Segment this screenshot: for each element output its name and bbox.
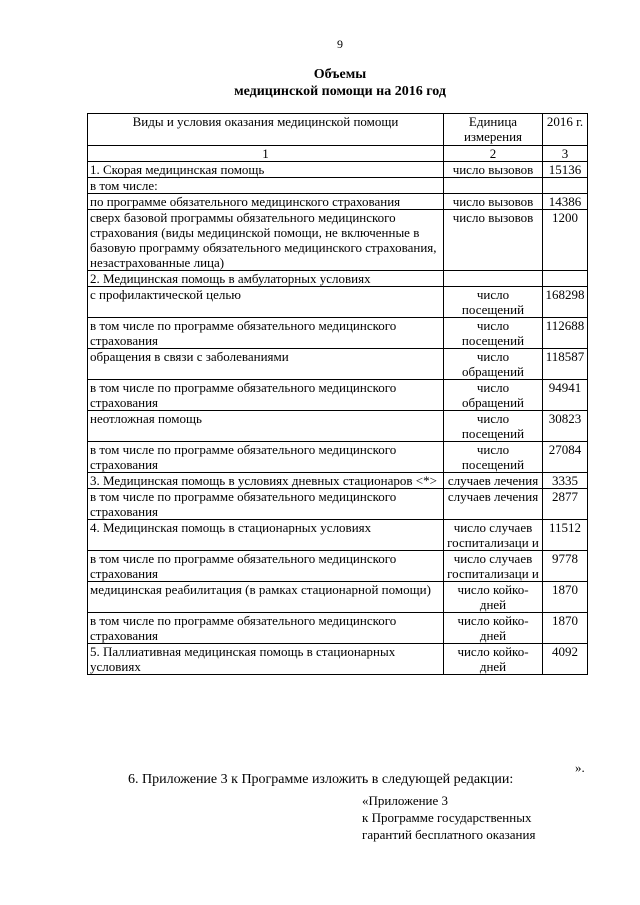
- row-name-cell: в том числе:: [88, 178, 444, 194]
- table-row: [88, 411, 588, 442]
- closing-quote-mark: ».: [575, 760, 585, 775]
- row-unit-cell: [444, 178, 543, 194]
- row-name-cell: обращения в связи с заболеваниями: [88, 349, 444, 380]
- row-value-cell: 3335: [543, 473, 588, 489]
- row-value-cell: 4092: [543, 644, 588, 675]
- row-value-cell: 1870: [543, 582, 588, 613]
- row-value-cell: 14386: [543, 194, 588, 210]
- header-unit: Единица измерения: [444, 114, 543, 146]
- table-row: [88, 489, 588, 520]
- row-name-cell: в том числе по программе обязательного медицинского страхования: [88, 318, 444, 349]
- row-value-cell: 15136: [543, 162, 588, 178]
- row-value-cell: 168298: [543, 287, 588, 318]
- row-name-cell: в том числе по программе обязательного медицинского страхования: [88, 380, 444, 411]
- table-row: [88, 287, 588, 318]
- header-kinds: Виды и условия оказания медицинской помощи: [88, 114, 444, 146]
- row-value-cell: 94941: [543, 380, 588, 411]
- row-value-cell: 30823: [543, 411, 588, 442]
- row-value-cell: 112688: [543, 318, 588, 349]
- row-name-cell: 5. Паллиативная медицинская помощь в стационарных условиях: [88, 644, 444, 675]
- amendment-paragraph: 6. Приложение 3 к Программе изложить в следующей редакции:: [128, 772, 514, 787]
- annex-line-2: к Программе государственных: [362, 810, 532, 825]
- table-row: [88, 318, 588, 349]
- header-year: 2016 г.: [543, 114, 588, 146]
- table-row: [88, 582, 588, 613]
- annex-line-3: гарантий бесплатного оказания: [362, 827, 536, 842]
- row-name-cell: 2. Медицинская помощь в амбулаторных условиях: [88, 271, 444, 287]
- row-name-cell: с профилактической целью: [88, 287, 444, 318]
- table-row: [88, 210, 588, 271]
- table-row: [88, 442, 588, 473]
- column-number: 3: [543, 146, 588, 162]
- table-row: [88, 613, 588, 644]
- row-name-cell: 4. Медицинская помощь в стационарных условиях: [88, 520, 444, 551]
- table-row: [88, 644, 588, 675]
- row-name-cell: в том числе по программе обязательного медицинского страхования: [88, 489, 444, 520]
- row-value-cell: 118587: [543, 349, 588, 380]
- row-unit-cell: число обращений: [444, 380, 543, 411]
- row-value-cell: 11512: [543, 520, 588, 551]
- annex-heading: [362, 792, 535, 843]
- row-unit-cell: число койко-дней: [444, 613, 543, 644]
- row-unit-cell: число случаев госпитализаци и: [444, 551, 543, 582]
- row-unit-cell: число посещений: [444, 411, 543, 442]
- row-name-cell: в том числе по программе обязательного медицинского страхования: [88, 442, 444, 473]
- table-row: [88, 271, 588, 287]
- row-name-cell: в том числе по программе обязательного медицинского страхования: [88, 551, 444, 582]
- table-row: [88, 473, 588, 489]
- row-unit-cell: число посещений: [444, 287, 543, 318]
- row-unit-cell: число вызовов: [444, 210, 543, 271]
- row-unit-cell: число койко-дней: [444, 582, 543, 613]
- table-header-row: [88, 114, 588, 146]
- title-line-2: медицинской помощи на 2016 год: [234, 84, 446, 99]
- row-name-cell: в том числе по программе обязательного медицинского страхования: [88, 613, 444, 644]
- row-unit-cell: число койко-дней: [444, 644, 543, 675]
- row-name-cell: 3. Медицинская помощь в условиях дневных стационаров <*>: [88, 473, 444, 489]
- row-unit-cell: случаев лечения: [444, 473, 543, 489]
- row-unit-cell: число посещений: [444, 318, 543, 349]
- title-line-1: Объемы: [313, 67, 367, 82]
- row-name-cell: медицинская реабилитация (в рамках стационарной помощи): [88, 582, 444, 613]
- row-unit-cell: число вызовов: [444, 194, 543, 210]
- page-title: [0, 66, 640, 100]
- row-unit-cell: число вызовов: [444, 162, 543, 178]
- row-unit-cell: [444, 271, 543, 287]
- annex-line-1: «Приложение 3: [362, 793, 449, 808]
- row-value-cell: [543, 271, 588, 287]
- table-row: [88, 349, 588, 380]
- row-unit-cell: случаев лечения: [444, 489, 543, 520]
- table-row: [88, 194, 588, 210]
- column-number: 2: [444, 146, 543, 162]
- row-value-cell: 2877: [543, 489, 588, 520]
- table-row: [88, 551, 588, 582]
- row-name-cell: 1. Скорая медицинская помощь: [88, 162, 444, 178]
- row-value-cell: 1870: [543, 613, 588, 644]
- row-value-cell: 27084: [543, 442, 588, 473]
- column-number: 1: [88, 146, 444, 162]
- row-unit-cell: число посещений: [444, 442, 543, 473]
- row-value-cell: [543, 178, 588, 194]
- table-number-row: [88, 146, 588, 162]
- row-value-cell: 9778: [543, 551, 588, 582]
- table-row: [88, 162, 588, 178]
- row-unit-cell: число обращений: [444, 349, 543, 380]
- row-name-cell: сверх базовой программы обязательного медицинского страхования (виды медицинской помощи, не включенные в базовую программу обязательного медицинского страхования, незастрахованные лица): [88, 210, 444, 271]
- page-number: 9: [337, 37, 343, 51]
- volumes-table: [87, 113, 588, 675]
- row-unit-cell: число случаев госпитализаци и: [444, 520, 543, 551]
- row-name-cell: по программе обязательного медицинского страхования: [88, 194, 444, 210]
- row-value-cell: 1200: [543, 210, 588, 271]
- table-row: [88, 380, 588, 411]
- row-name-cell: неотложная помощь: [88, 411, 444, 442]
- table-row: [88, 178, 588, 194]
- table-row: [88, 520, 588, 551]
